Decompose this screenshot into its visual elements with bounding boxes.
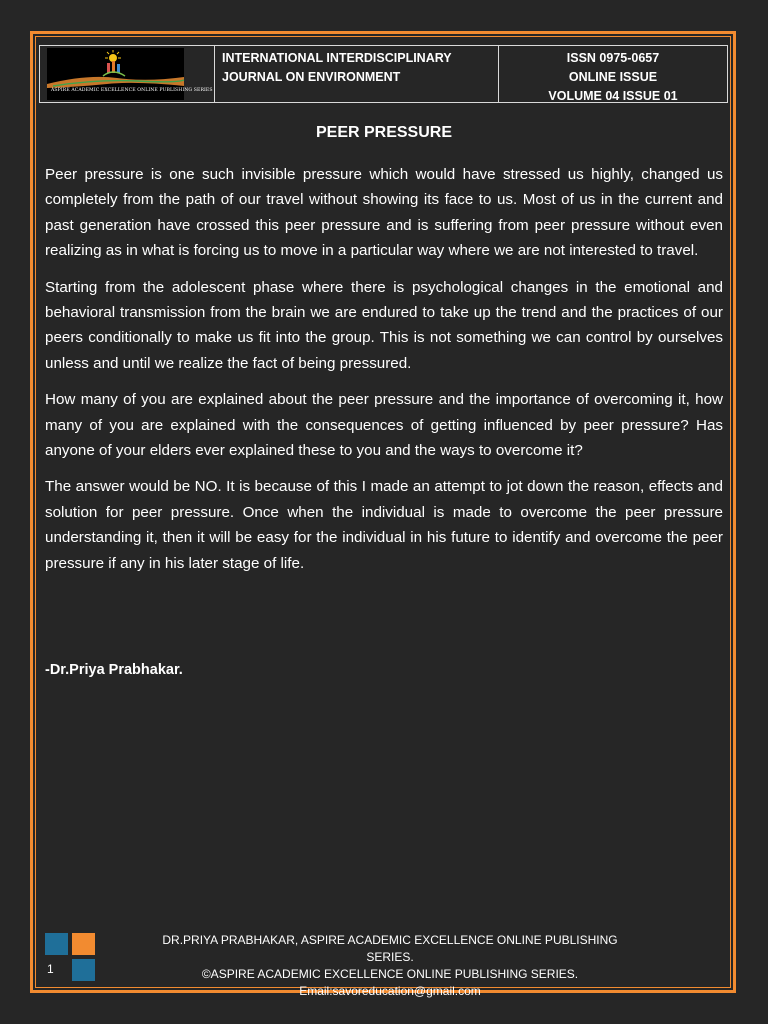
issn: ISSN 0975-0657 bbox=[566, 51, 660, 65]
footer-email: Email:savoreducation@gmail.com bbox=[299, 984, 481, 998]
journal-header bbox=[39, 45, 728, 103]
article-title: PEER PRESSURE bbox=[315, 124, 453, 141]
square-orange-top-right bbox=[72, 933, 95, 955]
logo-caption: ASPIRE ACADEMIC EXCELLENCE ONLINE PUBLISHING SERIES bbox=[51, 88, 213, 93]
paragraph-1: Peer pressure is one such invisible pressure which would have stressed us highly, changed us completely from the path of our travel without showing its face to us. Most of us in the current and past generation have crossed this peer pressure and is suffering from peer pressure without even realizing as in what is forcing us to move in a particular way where we are not interested to travel. bbox=[45, 166, 723, 260]
page-number: 1 bbox=[47, 962, 54, 976]
article-body bbox=[45, 162, 723, 587]
paragraph-4: The answer would be NO. It is because of this I made an attempt to jot down the reason, effects and solution for peer pressure. Once when the individual is made to overcome the peer pressure understanding it, then it will be easy for the individual in his future to identify and overcome the peer pressure if any in his later stage of life. bbox=[45, 478, 723, 572]
publisher-logo bbox=[47, 48, 213, 100]
journal-title-line2: JOURNAL ON ENVIRONMENT bbox=[222, 70, 401, 84]
page-footer bbox=[150, 932, 630, 1000]
footer-line1: DR.PRIYA PRABHAKAR, ASPIRE ACADEMIC EXCELLENCE ONLINE PUBLISHING SERIES. bbox=[162, 933, 618, 964]
footer-line2: ©ASPIRE ACADEMIC EXCELLENCE ONLINE PUBLISHING SERIES. bbox=[201, 967, 579, 981]
square-blue-bottom-right bbox=[72, 959, 95, 981]
online-issue: ONLINE ISSUE bbox=[568, 70, 658, 84]
journal-title-line1: INTERNATIONAL INTERDISCIPLINARY bbox=[222, 51, 452, 65]
paragraph-3: How many of you are explained about the peer pressure and the importance of overcoming it, how many of you are explained with the consequences of getting influenced by peer pressure? Has anyone of your elders ever explained these to you and the ways to overcome it? bbox=[45, 391, 723, 460]
logo-cell bbox=[40, 46, 215, 102]
square-blue-top-left bbox=[45, 933, 68, 955]
volume-issue: VOLUME 04 ISSUE 01 bbox=[548, 89, 678, 103]
author-signature: -Dr.Priya Prabhakar. bbox=[45, 662, 183, 678]
issue-info-cell bbox=[499, 46, 727, 102]
journal-title-cell bbox=[215, 46, 499, 102]
paragraph-2: Starting from the adolescent phase where there is psychological changes in the emotional and behavioral transmission from the brain we are endured to take up the trend and the practices of our peers conditionally to make us fit into the group. This is not something we can control by ourselves unless and until we realize the fact of being pressured. bbox=[45, 278, 723, 372]
